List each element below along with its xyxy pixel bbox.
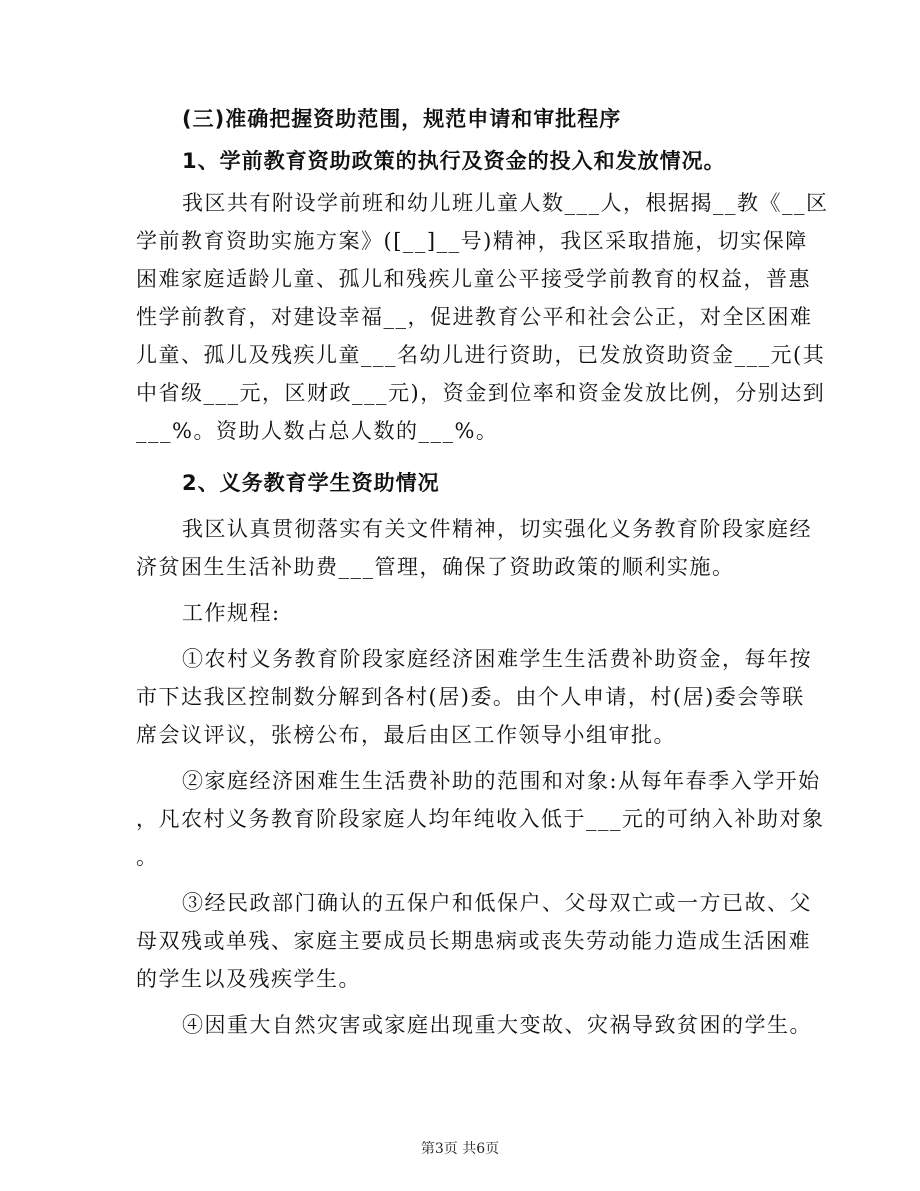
point-4 [136, 1006, 812, 1044]
procedure-label: 工作规程: [182, 601, 281, 625]
paragraph-line: ，凡农村义务教育阶段家庭人均年纯收入低于___元的可纳入补助对象 [136, 807, 825, 831]
paragraph-line: ②家庭经济困难生生活费补助的范围和对象:从每年春季入学开始 [182, 769, 821, 793]
paragraph-line: 困难家庭适龄儿童、孤儿和残疾儿童公平接受学前教育的权益，普惠 [136, 267, 811, 291]
item2-heading: 2、义务教育学生资助情况 [182, 471, 440, 495]
paragraph-line: 的学生以及残疾学生。 [136, 967, 361, 991]
paragraph-line: 我区共有附设学前班和幼儿班儿童人数___人，根据揭__教《__区 [182, 191, 829, 215]
paragraph-line: 儿童、孤儿及残疾儿童___名幼儿进行资助，已发放资助资金___元(其 [136, 343, 826, 367]
paragraph-line: ③经民政部门确认的五保户和低保户、父母双亡或一方已故、父 [182, 891, 812, 915]
paragraph-line: 。 [136, 845, 159, 869]
paragraph-line: 性学前教育，对建设幸福__，促进教育公平和社会公正，对全区困难 [136, 305, 813, 329]
item1-heading: 1、学前教育资助政策的执行及资金的投入和发放情况。 [182, 149, 726, 173]
document-body [136, 100, 829, 1044]
paragraph-line: 济贫困生生活补助费___管理，确保了资助政策的顺利实施。 [136, 555, 735, 579]
paragraph-line: 席会议评议，张榜公布，最后由区工作领导小组审批。 [136, 723, 676, 747]
paragraph-line: 中省级___元，区财政___元)，资金到位率和资金发放比例，分别达到 [136, 381, 826, 405]
item1-paragraph [136, 184, 829, 450]
point-3 [136, 884, 812, 998]
point-2 [136, 762, 825, 876]
paragraph-line: 学前教育资助实施方案》([__]__号)精神，我区采取措施，切实保障 [136, 229, 808, 253]
paragraph-line: 市下达我区控制数分解到各村(居)委。由个人申请，村(居)委会等联 [136, 685, 805, 709]
point-1 [136, 640, 812, 754]
paragraph-line: ④因重大自然灾害或家庭出现重大变故、灾祸导致贫困的学生。 [182, 1013, 812, 1037]
page-number-footer: 第3页 共6页 [420, 1141, 500, 1157]
paragraph-line: ①农村义务教育阶段家庭经济困难学生生活费补助资金，每年按 [182, 647, 812, 671]
paragraph-line: ___%。资助人数占总人数的___%。 [136, 419, 499, 443]
paragraph-line: 我区认真贯彻落实有关文件精神，切实强化义务教育阶段家庭经 [182, 517, 812, 541]
paragraph-line: 母双残或单残、家庭主要成员长期患病或丧失劳动能力造成生活困难 [136, 929, 811, 953]
section-heading: (三)准确把握资助范围，规范申请和审批程序 [182, 107, 622, 131]
item2-intro-paragraph [136, 510, 812, 586]
